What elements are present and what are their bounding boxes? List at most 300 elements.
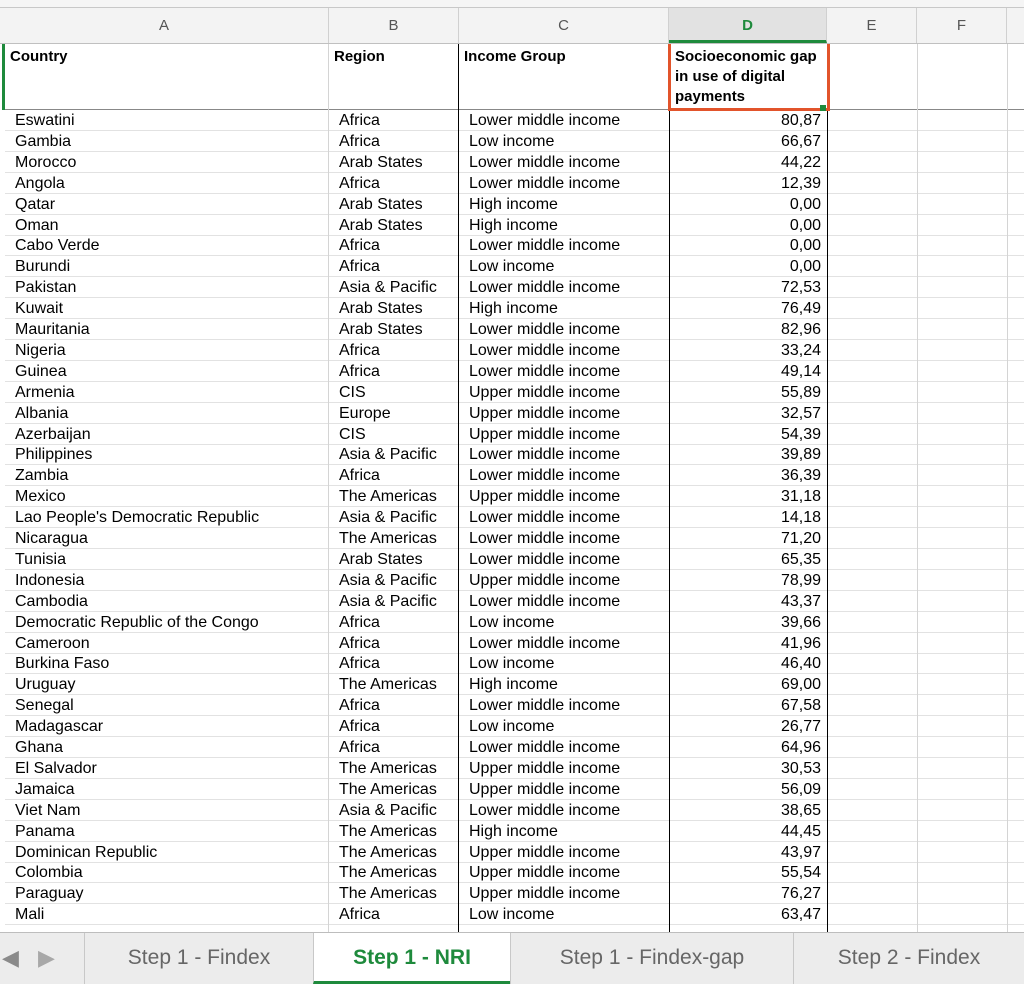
cell-region[interactable]: Arab States [329,549,458,570]
cell-income-group[interactable]: Lower middle income [459,737,669,758]
cell-region[interactable]: The Americas [329,758,458,779]
cell-income-group[interactable]: Lower middle income [459,319,669,340]
cell-income-group[interactable]: Low income [459,904,669,925]
cell-empty[interactable] [828,549,917,570]
sheet-tab-step1-nri[interactable]: Step 1 - NRI [313,933,510,984]
cell-income-group[interactable]: Lower middle income [459,528,669,549]
table-row [0,277,1024,298]
cell-socioeconomic-gap[interactable]: 33,24 [670,340,827,361]
sheet-tab-step1-findex-gap[interactable]: Step 1 - Findex-gap [510,933,793,984]
column-header-b[interactable]: B [329,8,459,43]
cell-country[interactable]: Morocco [5,152,328,173]
cell-empty[interactable] [1008,612,1024,633]
cell-region[interactable]: Europe [329,403,458,424]
cell-region[interactable]: Arab States [329,319,458,340]
cell-empty[interactable] [1008,862,1024,883]
cell-empty[interactable] [918,674,1007,695]
cell-empty[interactable] [918,800,1007,821]
cell-country[interactable]: Burundi [5,256,328,277]
cell-income-group[interactable]: Low income [459,131,669,152]
cell-income-group[interactable]: Lower middle income [459,507,669,528]
cell-empty[interactable] [1008,486,1024,507]
cell-country[interactable]: Uruguay [5,674,328,695]
cell-region[interactable]: Africa [329,235,458,256]
cell-socioeconomic-gap[interactable]: 43,97 [670,842,827,863]
cell-empty[interactable] [918,821,1007,842]
cell-income-group[interactable]: Upper middle income [459,758,669,779]
cell-empty[interactable] [1008,591,1024,612]
cell-empty[interactable] [828,361,917,382]
cell-empty[interactable] [828,653,917,674]
cell-empty[interactable] [918,570,1007,591]
cell-empty[interactable] [1008,883,1024,904]
cell-region[interactable]: Asia & Pacific [329,800,458,821]
cell-empty[interactable] [918,256,1007,277]
cell-country[interactable]: Armenia [5,382,328,403]
cell-empty[interactable] [828,465,917,486]
cell-socioeconomic-gap[interactable]: 76,49 [670,298,827,319]
cell-empty[interactable] [1008,758,1024,779]
cell-socioeconomic-gap[interactable]: 46,40 [670,653,827,674]
cell-socioeconomic-gap[interactable]: 76,27 [670,883,827,904]
cell-country[interactable]: Viet Nam [5,800,328,821]
cell-socioeconomic-gap[interactable]: 41,96 [670,633,827,654]
cell-empty[interactable] [828,194,917,215]
cell-country[interactable]: Jamaica [5,779,328,800]
cell-country[interactable]: Angola [5,173,328,194]
cell-empty[interactable] [918,633,1007,654]
cell-socioeconomic-gap[interactable]: 44,45 [670,821,827,842]
cell-socioeconomic-gap[interactable]: 43,37 [670,591,827,612]
cell-socioeconomic-gap[interactable]: 69,00 [670,674,827,695]
cell-socioeconomic-gap[interactable]: 30,53 [670,758,827,779]
cell-socioeconomic-gap[interactable]: 55,54 [670,862,827,883]
cell-region[interactable]: CIS [329,382,458,403]
cell-socioeconomic-gap[interactable]: 64,96 [670,737,827,758]
table-row [0,633,1024,654]
cell-region[interactable]: Africa [329,653,458,674]
cell-socioeconomic-gap[interactable]: 31,18 [670,486,827,507]
cell-empty[interactable] [918,695,1007,716]
cell-empty[interactable] [918,444,1007,465]
cell-socioeconomic-gap[interactable]: 36,39 [670,465,827,486]
cell-region[interactable]: Africa [329,465,458,486]
cell-country[interactable]: Madagascar [5,716,328,737]
cell-empty[interactable] [1008,110,1024,131]
cell-empty[interactable] [918,737,1007,758]
cell-socioeconomic-gap[interactable]: 0,00 [670,235,827,256]
cell-country[interactable]: Senegal [5,695,328,716]
cell-empty[interactable] [828,256,917,277]
cell-region[interactable]: Africa [329,695,458,716]
cell-empty[interactable] [1008,173,1024,194]
cell-empty[interactable] [828,110,917,131]
cell-country[interactable]: Philippines [5,444,328,465]
header-cell-empty[interactable] [1008,44,1024,110]
cell-empty[interactable] [918,883,1007,904]
cell-region[interactable]: Africa [329,340,458,361]
cell-socioeconomic-gap[interactable]: 71,20 [670,528,827,549]
cell-income-group[interactable]: Lower middle income [459,173,669,194]
cell-country[interactable]: Nicaragua [5,528,328,549]
column-header-f[interactable]: F [917,8,1007,43]
cell-country[interactable]: Democratic Republic of the Congo [5,612,328,633]
cell-empty[interactable] [828,779,917,800]
cell-empty[interactable] [918,382,1007,403]
cell-income-group[interactable]: High income [459,674,669,695]
cell-empty[interactable] [828,528,917,549]
cell-income-group[interactable]: Lower middle income [459,340,669,361]
cell-region[interactable]: Africa [329,612,458,633]
cell-empty[interactable] [1008,674,1024,695]
cell-empty[interactable] [1008,444,1024,465]
table-row [0,695,1024,716]
cell-income-group[interactable]: High income [459,298,669,319]
cell-empty[interactable] [828,424,917,445]
cell-empty[interactable] [1008,570,1024,591]
header-cell-income-group[interactable]: Income Group [459,44,669,110]
cell-region[interactable]: Africa [329,110,458,131]
cell-empty[interactable] [918,403,1007,424]
cell-empty[interactable] [1008,904,1024,925]
cell-country[interactable]: Mali [5,904,328,925]
cell-empty[interactable] [828,737,917,758]
cell-empty[interactable] [918,779,1007,800]
cell-empty[interactable] [828,507,917,528]
cell-empty[interactable] [1008,298,1024,319]
cell-empty[interactable] [918,486,1007,507]
cell-empty[interactable] [828,486,917,507]
cell-country[interactable]: Colombia [5,862,328,883]
cell-income-group[interactable]: Upper middle income [459,842,669,863]
cell-empty[interactable] [828,131,917,152]
cell-country[interactable]: Mexico [5,486,328,507]
cell-empty[interactable] [828,340,917,361]
cell-empty[interactable] [828,842,917,863]
cell-country[interactable]: Gambia [5,131,328,152]
cell-income-group[interactable]: Upper middle income [459,862,669,883]
cell-income-group[interactable]: Lower middle income [459,695,669,716]
cell-empty[interactable] [828,758,917,779]
cell-empty[interactable] [1008,277,1024,298]
cell-country[interactable]: Burkina Faso [5,653,328,674]
cell-country[interactable]: Eswatini [5,110,328,131]
cell-empty[interactable] [918,716,1007,737]
cell-empty[interactable] [918,465,1007,486]
cell-income-group[interactable]: High income [459,194,669,215]
cell-empty[interactable] [828,800,917,821]
cell-empty[interactable] [828,674,917,695]
cell-region[interactable]: Arab States [329,215,458,236]
cell-country[interactable]: Paraguay [5,883,328,904]
cell-socioeconomic-gap[interactable]: 26,77 [670,716,827,737]
cell-empty[interactable] [918,612,1007,633]
sheet-tab-step2-findex[interactable]: Step 2 - Findex [793,933,1024,984]
cell-empty[interactable] [1008,340,1024,361]
cell-socioeconomic-gap[interactable]: 82,96 [670,319,827,340]
cell-empty[interactable] [918,173,1007,194]
cell-region[interactable]: The Americas [329,821,458,842]
cell-empty[interactable] [918,361,1007,382]
cell-empty[interactable] [1008,528,1024,549]
cell-empty[interactable] [918,507,1007,528]
cell-empty[interactable] [828,403,917,424]
cell-empty[interactable] [918,319,1007,340]
cell-socioeconomic-gap[interactable]: 80,87 [670,110,827,131]
cell-empty[interactable] [828,444,917,465]
cell-region[interactable]: Asia & Pacific [329,591,458,612]
cell-empty[interactable] [828,382,917,403]
cell-empty[interactable] [1008,549,1024,570]
cell-empty[interactable] [918,862,1007,883]
cell-country[interactable]: Ghana [5,737,328,758]
cell-empty[interactable] [828,633,917,654]
cell-socioeconomic-gap[interactable]: 44,22 [670,152,827,173]
column-header-d[interactable]: D [669,8,827,43]
cell-socioeconomic-gap[interactable]: 78,99 [670,570,827,591]
cell-empty[interactable] [918,235,1007,256]
cell-empty[interactable] [1008,403,1024,424]
cell-socioeconomic-gap[interactable]: 56,09 [670,779,827,800]
cell-region[interactable]: The Americas [329,486,458,507]
cell-income-group[interactable]: Upper middle income [459,883,669,904]
cell-empty[interactable] [1008,319,1024,340]
cell-country[interactable]: Kuwait [5,298,328,319]
top-toolbar-edge [0,0,1024,8]
cell-empty[interactable] [828,821,917,842]
column-header-e[interactable]: E [827,8,917,43]
cell-region[interactable]: The Americas [329,862,458,883]
cell-empty[interactable] [918,131,1007,152]
cell-empty[interactable] [828,215,917,236]
cell-empty[interactable] [918,528,1007,549]
column-header-a[interactable]: A [0,8,329,43]
cell-region[interactable]: Africa [329,361,458,382]
cell-region[interactable]: Arab States [329,298,458,319]
cell-empty[interactable] [1008,633,1024,654]
cell-socioeconomic-gap[interactable]: 32,57 [670,403,827,424]
cell-country[interactable]: Nigeria [5,340,328,361]
cell-empty[interactable] [1008,800,1024,821]
cell-region[interactable]: The Americas [329,674,458,695]
cell-region[interactable]: Africa [329,633,458,654]
cell-socioeconomic-gap[interactable]: 0,00 [670,256,827,277]
cell-income-group[interactable]: Low income [459,256,669,277]
table-row [0,424,1024,445]
cell-empty[interactable] [1008,695,1024,716]
cell-region[interactable]: Africa [329,904,458,925]
cell-empty[interactable] [828,277,917,298]
cell-empty[interactable] [1008,653,1024,674]
cell-country[interactable]: Lao People's Democratic Republic [5,507,328,528]
cell-socioeconomic-gap[interactable]: 66,67 [670,131,827,152]
table-row [0,256,1024,277]
header-cell-socioeconomic-gap[interactable]: Socioeconomic gap in use of digital payments [670,44,827,110]
cell-country[interactable]: Oman [5,215,328,236]
cell-income-group[interactable]: Upper middle income [459,570,669,591]
cell-empty[interactable] [1008,215,1024,236]
cell-empty[interactable] [828,904,917,925]
cell-income-group[interactable]: Upper middle income [459,403,669,424]
cell-empty[interactable] [828,570,917,591]
cell-income-group[interactable]: Lower middle income [459,591,669,612]
cell-income-group[interactable]: Lower middle income [459,361,669,382]
cell-region[interactable]: Africa [329,256,458,277]
cell-empty[interactable] [828,173,917,194]
cell-country[interactable]: Guinea [5,361,328,382]
cell-country[interactable]: Mauritania [5,319,328,340]
cell-country[interactable]: Tunisia [5,549,328,570]
cell-empty[interactable] [828,862,917,883]
cell-income-group[interactable]: Lower middle income [459,465,669,486]
cell-socioeconomic-gap[interactable]: 49,14 [670,361,827,382]
cell-socioeconomic-gap[interactable]: 72,53 [670,277,827,298]
cell-empty[interactable] [828,591,917,612]
cell-socioeconomic-gap[interactable]: 14,18 [670,507,827,528]
header-cell-region[interactable]: Region [329,44,458,110]
cell-income-group[interactable]: Lower middle income [459,152,669,173]
cell-socioeconomic-gap[interactable]: 12,39 [670,173,827,194]
cell-region[interactable]: Asia & Pacific [329,570,458,591]
cell-empty[interactable] [918,549,1007,570]
cell-region[interactable]: Asia & Pacific [329,277,458,298]
cell-empty[interactable] [1008,424,1024,445]
cell-socioeconomic-gap[interactable]: 65,35 [670,549,827,570]
table-row [0,883,1024,904]
cell-income-group[interactable]: Lower middle income [459,235,669,256]
cell-socioeconomic-gap[interactable]: 39,66 [670,612,827,633]
cell-country[interactable]: Cambodia [5,591,328,612]
cell-region[interactable]: Africa [329,716,458,737]
next-sheet-arrow-icon[interactable]: ▶ [38,945,55,970]
cell-empty[interactable] [828,319,917,340]
header-cell-empty[interactable] [918,44,1007,110]
cell-income-group[interactable]: Lower middle income [459,444,669,465]
cell-income-group[interactable]: Upper middle income [459,382,669,403]
cell-region[interactable]: Africa [329,173,458,194]
cell-empty[interactable] [828,235,917,256]
cell-empty[interactable] [1008,256,1024,277]
cell-empty[interactable] [1008,152,1024,173]
cell-region[interactable]: The Americas [329,779,458,800]
cell-country[interactable]: Cameroon [5,633,328,654]
cell-socioeconomic-gap[interactable]: 67,58 [670,695,827,716]
cell-country[interactable]: Pakistan [5,277,328,298]
cell-empty[interactable] [828,883,917,904]
cell-income-group[interactable]: Low income [459,612,669,633]
cell-empty[interactable] [918,298,1007,319]
cell-socioeconomic-gap[interactable]: 55,89 [670,382,827,403]
cell-region[interactable]: Asia & Pacific [329,507,458,528]
cell-income-group[interactable]: High income [459,215,669,236]
cell-empty[interactable] [1008,821,1024,842]
cell-socioeconomic-gap[interactable]: 38,65 [670,800,827,821]
cell-income-group[interactable]: High income [459,821,669,842]
cell-country[interactable]: Zambia [5,465,328,486]
cell-region[interactable]: Africa [329,131,458,152]
cell-income-group[interactable]: Upper middle income [459,779,669,800]
cell-empty[interactable] [1008,779,1024,800]
cell-region[interactable]: CIS [329,424,458,445]
cell-region[interactable]: The Americas [329,883,458,904]
cell-income-group[interactable]: Upper middle income [459,424,669,445]
cell-socioeconomic-gap[interactable]: 63,47 [670,904,827,925]
cell-country[interactable]: El Salvador [5,758,328,779]
cell-empty[interactable] [918,215,1007,236]
cell-empty[interactable] [828,298,917,319]
cell-region[interactable]: The Americas [329,842,458,863]
cell-empty[interactable] [1008,737,1024,758]
cell-region[interactable]: Africa [329,737,458,758]
cell-income-group[interactable]: Lower middle income [459,633,669,654]
cell-income-group[interactable]: Lower middle income [459,549,669,570]
cell-income-group[interactable]: Low income [459,716,669,737]
cell-income-group[interactable]: Lower middle income [459,110,669,131]
cell-empty[interactable] [1008,382,1024,403]
cell-empty[interactable] [918,591,1007,612]
cell-country[interactable]: Albania [5,403,328,424]
cell-income-group[interactable]: Upper middle income [459,486,669,507]
cell-region[interactable]: The Americas [329,528,458,549]
cell-empty[interactable] [1008,507,1024,528]
cell-empty[interactable] [1008,235,1024,256]
cell-empty[interactable] [1008,361,1024,382]
header-cell-empty[interactable] [828,44,917,110]
cell-income-group[interactable]: Lower middle income [459,277,669,298]
cell-empty[interactable] [1008,131,1024,152]
cell-socioeconomic-gap[interactable]: 0,00 [670,194,827,215]
cell-empty[interactable] [1008,194,1024,215]
fill-handle[interactable] [820,105,826,111]
cell-region[interactable]: Asia & Pacific [329,444,458,465]
column-header-c[interactable]: C [459,8,669,43]
cell-empty[interactable] [828,716,917,737]
cell-socioeconomic-gap[interactable]: 39,89 [670,444,827,465]
sheet-tab-step1-findex[interactable]: Step 1 - Findex [84,933,313,984]
cell-empty[interactable] [918,758,1007,779]
cell-country[interactable]: Indonesia [5,570,328,591]
cell-empty[interactable] [918,340,1007,361]
cell-country[interactable]: Panama [5,821,328,842]
cell-socioeconomic-gap[interactable]: 54,39 [670,424,827,445]
cell-empty[interactable] [828,152,917,173]
cell-country[interactable]: Azerbaijan [5,424,328,445]
cell-region[interactable]: Arab States [329,194,458,215]
cell-empty[interactable] [828,612,917,633]
cell-empty[interactable] [918,110,1007,131]
cell-region[interactable]: Arab States [329,152,458,173]
cell-country[interactable]: Cabo Verde [5,235,328,256]
cell-empty[interactable] [1008,842,1024,863]
cell-empty[interactable] [828,695,917,716]
cell-empty[interactable] [918,653,1007,674]
cell-socioeconomic-gap[interactable]: 0,00 [670,215,827,236]
header-cell-country[interactable]: Country [5,44,328,110]
cell-empty[interactable] [1008,716,1024,737]
cell-empty[interactable] [918,904,1007,925]
cell-empty[interactable] [918,842,1007,863]
cell-empty[interactable] [1008,465,1024,486]
cell-country[interactable]: Qatar [5,194,328,215]
cell-country[interactable]: Dominican Republic [5,842,328,863]
cell-empty[interactable] [918,277,1007,298]
cell-income-group[interactable]: Lower middle income [459,800,669,821]
cell-income-group[interactable]: Low income [459,653,669,674]
cell-empty[interactable] [918,194,1007,215]
cell-empty[interactable] [918,424,1007,445]
previous-sheet-arrow-icon[interactable]: ◀ [2,945,19,970]
cell-empty[interactable] [918,152,1007,173]
